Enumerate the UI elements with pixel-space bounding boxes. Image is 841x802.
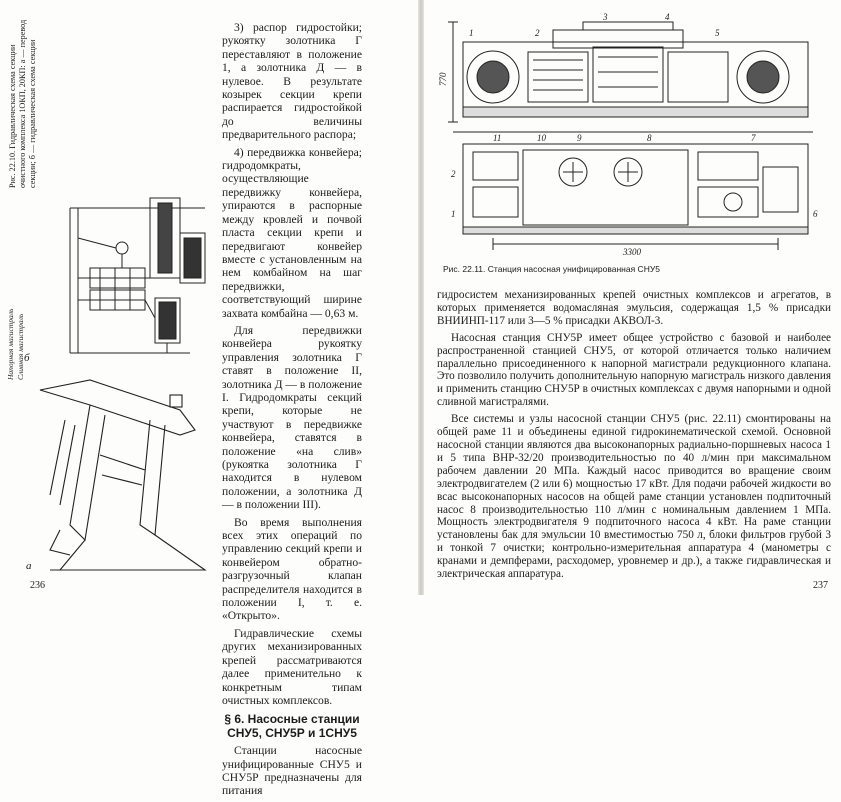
pressure-line-label: Напорная магистраль xyxy=(6,308,15,380)
callout-plan: 2 xyxy=(451,169,456,179)
right-text-column xyxy=(437,289,831,585)
figure-caption-text: Рис. 22.10. Гидравлическая схема секции очистного комплекса 1ОКП, 20КП: а — перевод секции; б — гидравлическая схема секции xyxy=(8,19,37,188)
paragraph: Гидравлические схемы других механизированных крепей рассматриваются далее применительно к конкретным типам очистных комплексов. xyxy=(222,626,362,707)
left-text-column xyxy=(222,21,362,802)
diagram-label-a: a xyxy=(26,560,32,572)
callout-plan: 1 xyxy=(451,209,456,219)
drain-line-label: Сливная магистраль xyxy=(16,313,25,380)
callout-bottom: 9 xyxy=(577,133,582,143)
dimension-length: 3300 xyxy=(623,247,641,257)
magistral-labels xyxy=(6,300,66,380)
diagram-label-b: б xyxy=(24,352,30,364)
dimension-height: 770 xyxy=(438,72,448,86)
callout-top: 3 xyxy=(603,12,608,22)
paragraph: 4) передвижка конвейера; гидродомкраты, осуществляющие передвижку конвейера, упираются в распорные между кровлей и почвой пласта секции крепи и передвигают конвейер вместе с установленным на нем комбайном на шаг передвижки, соответствующий ширине захвата комбайна — 0,63 м. xyxy=(222,145,362,320)
paragraph: Все системы и узлы насосной станции СНУ5 (рис. 22.11) смонтированы на общей раме 11 и объединены единой гидрокинематической схемой. Основной насосной станции являются два высоконапорных радиально-поршневых насоса 1 и 5 типа ВНР-32/20 производительностью по 40 л/мин при максимальном рабочем давлении 20 МПа. Каждый насос приводится во вращение своим электродвигателем (2 или 6) мощностью 17 кВт. Для подачи рабочей жидкости во всас высоконапорных насосов на общей раме станции установлен подпиточный насос 8 производительностью 110 л/мин с номинальным давлением 1 МПа. Мощность электродвигателя 9 подпиточного насоса 4 кВт. На раме станции установлены бак для эмульсии 10 вместимостью 750 л, блоки фильтров грубой 3 и тонкой 7 очистки; контрольно-измерительная аппаратура 4 (манометры с кранами и демпферами, расходомер, уровнемер и др.), а также гидравлическая и электрическая аппаратура. xyxy=(437,413,831,581)
callout-top: 2 xyxy=(535,28,540,38)
section-heading: § 6. Насосные станции СНУ5, СНУ5Р и 1СНУ5 xyxy=(224,712,360,740)
paragraph: Для передвижки конвейера рукоятку управления золотника Г ставят в положение II, золотника Д — в положение I. Гидродомкраты секций крепи, которые не участвуют в передвижке конвейера, ставятся в положение «на слив» (рукоятка золотника Г находится в нулевом положении, а золотника Д — в положении III). xyxy=(222,323,362,512)
figure-caption-vertical xyxy=(8,18,60,188)
page-number-left: 236 xyxy=(30,580,45,591)
right-page xyxy=(421,0,841,595)
page-number-right: 237 xyxy=(813,580,828,591)
paragraph: Станции насосные унифицированные СНУ5 и СНУ5Р предназначены для питания xyxy=(222,744,362,798)
callout-top: 4 xyxy=(665,12,670,22)
callout-bottom: 10 xyxy=(537,133,546,143)
paragraph: гидросистем механизированных крепей очистных комплексов и агрегатов, в которых применяется водомасляная эмульсия, содержащая 1,5 % присадки ВНИИНП-117 или 3—5 % присадки АКВОЛ-3. xyxy=(437,289,831,327)
callout-bottom: 7 xyxy=(751,133,756,143)
paragraph: Насосная станция СНУ5Р имеет общее устройство с базовой и наиболее распространенной станцией СНУ5, от которой отличается только наличием параллельно присоединенного к напорной магистрали редукционного клапана. Это позволило получить дополнительную напорную магистраль низкого давления и применить станцию СНУ5Р в очистных комплексах с двумя напорными и одной сливной магистралями. xyxy=(437,331,831,409)
support-section-drawing xyxy=(30,375,210,585)
left-page xyxy=(0,0,420,798)
paragraph: 3) распор гидростойки; рукоятку золотника Г переставляют в положение 1, а золотника Д — в нулевое. В результате козырек секции крепи распирается гидростойкой до величины предварительного распора; xyxy=(222,21,362,142)
callout-plan: 6 xyxy=(813,209,818,219)
callout-bottom: 11 xyxy=(493,133,502,143)
callout-top: 1 xyxy=(469,28,474,38)
pump-station-drawing xyxy=(433,12,833,257)
callout-top: 5 xyxy=(715,28,720,38)
callout-bottom: 8 xyxy=(647,133,652,143)
paragraph: Во время выполнения всех этих операций по управлению секций крепи и конвейером обратно-разгрузочный клапан распределителя находится в положении I, т. е. «Открыто». xyxy=(222,515,362,623)
figure-caption: Рис. 22.11. Станция насосная унифицированная СНУ5 xyxy=(443,264,660,274)
